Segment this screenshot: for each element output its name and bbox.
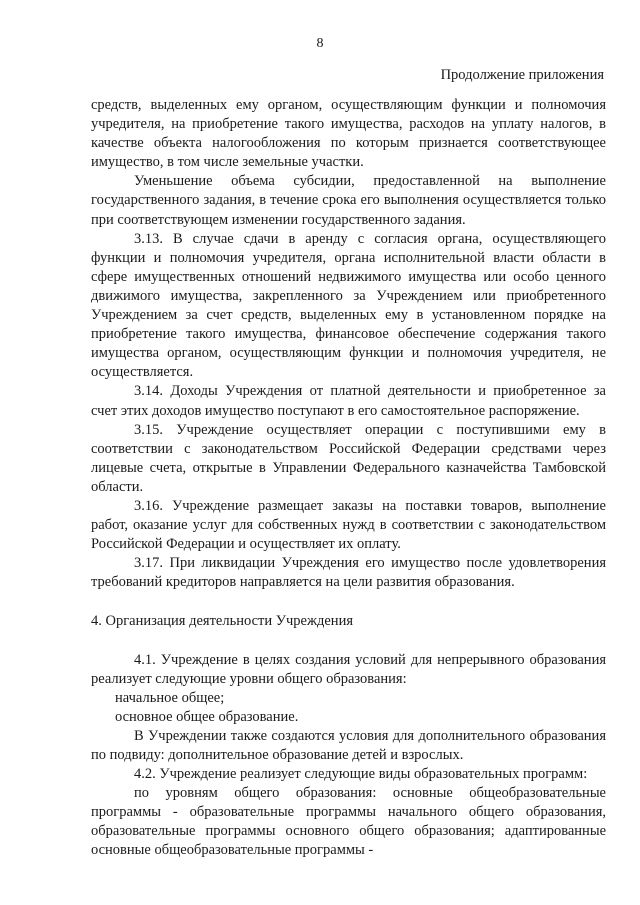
paragraph-3-15: 3.15. Учреждение осуществляет операции с поступившими ему в соответствии с законодательством Российской Федерации средствами через лицевые счета, открытые в Управлении Федерального казначейства Тамбовской области. <box>91 421 606 495</box>
paragraph-3-17: 3.17. При ликвидации Учреждения его имущество после удовлетворения требований кредиторов направляется на цели развития образования. <box>91 555 606 591</box>
list-item-basic-general: основное общее образование. <box>115 708 299 725</box>
page-number: 8 <box>316 36 324 51</box>
paragraph-3-13: 3.13. В случае сдачи в аренду с согласия органа, осуществляющего функции и полномочия учредителя, органа исполнительной власти области в сфере имущественных отношений недвижимого имущества или особо ценного движимого имущества, закрепленного за Учреждением или приобретенного Учреждением за счет средств, выделенных ему в установленном порядке на приобретение такого имущества, финансовое обеспечение содержания такого имущества органом, осуществляющим функции и полномочия учредителя, не осуществляется. <box>91 230 606 381</box>
running-header: Продолжение приложения <box>440 67 604 83</box>
paragraph-3-16: 3.16. Учреждение размещает заказы на поставки товаров, выполнение работ, оказание услуг для собственных нужд в соответствии с законодательством Российской Федерации и осуществляет их оплату. <box>91 497 606 553</box>
paragraph-additional-education: В Учреждении также создаются условия для дополнительного образования по подвиду: дополнительное образование детей и взрослых. <box>91 727 606 763</box>
paragraph-program-levels: по уровням общего образования: основные общеобразовательные программы - образовательные программы начального общего образования, образовательные программы основного общего образования; адаптированные основные общеобразовательные программы - <box>91 785 606 859</box>
paragraph-4-1: 4.1. Учреждение в целях создания условий для непрерывного образования реализует следующие уровни общего образования: <box>91 651 606 687</box>
paragraph-subsidy-reduction: Уменьшение объема субсидии, предоставленной на выполнение государственного задания, в течение срока его выполнения осуществляется только при соответствующем изменении государственного задания. <box>91 173 606 228</box>
section-heading: 4. Организация деятельности Учреждения <box>91 613 353 630</box>
paragraph-continuation: средств, выделенных ему органом, осуществляющим функции и полномочия учредителя, на приобретение такого имущества, расходов на уплату налогов, в качестве объекта налогообложения по которым признается соответствующее имущество, в том числе земельные участки. <box>91 97 606 171</box>
list-item-primary-general: начальное общее; <box>115 689 225 706</box>
paragraph-3-14: 3.14. Доходы Учреждения от платной деятельности и приобретенное за счет этих доходов имущество поступают в его самостоятельное распоряжение. <box>91 383 606 419</box>
document-body <box>91 96 606 861</box>
paragraph-4-2: 4.2. Учреждение реализует следующие виды образовательных программ: <box>134 766 588 783</box>
